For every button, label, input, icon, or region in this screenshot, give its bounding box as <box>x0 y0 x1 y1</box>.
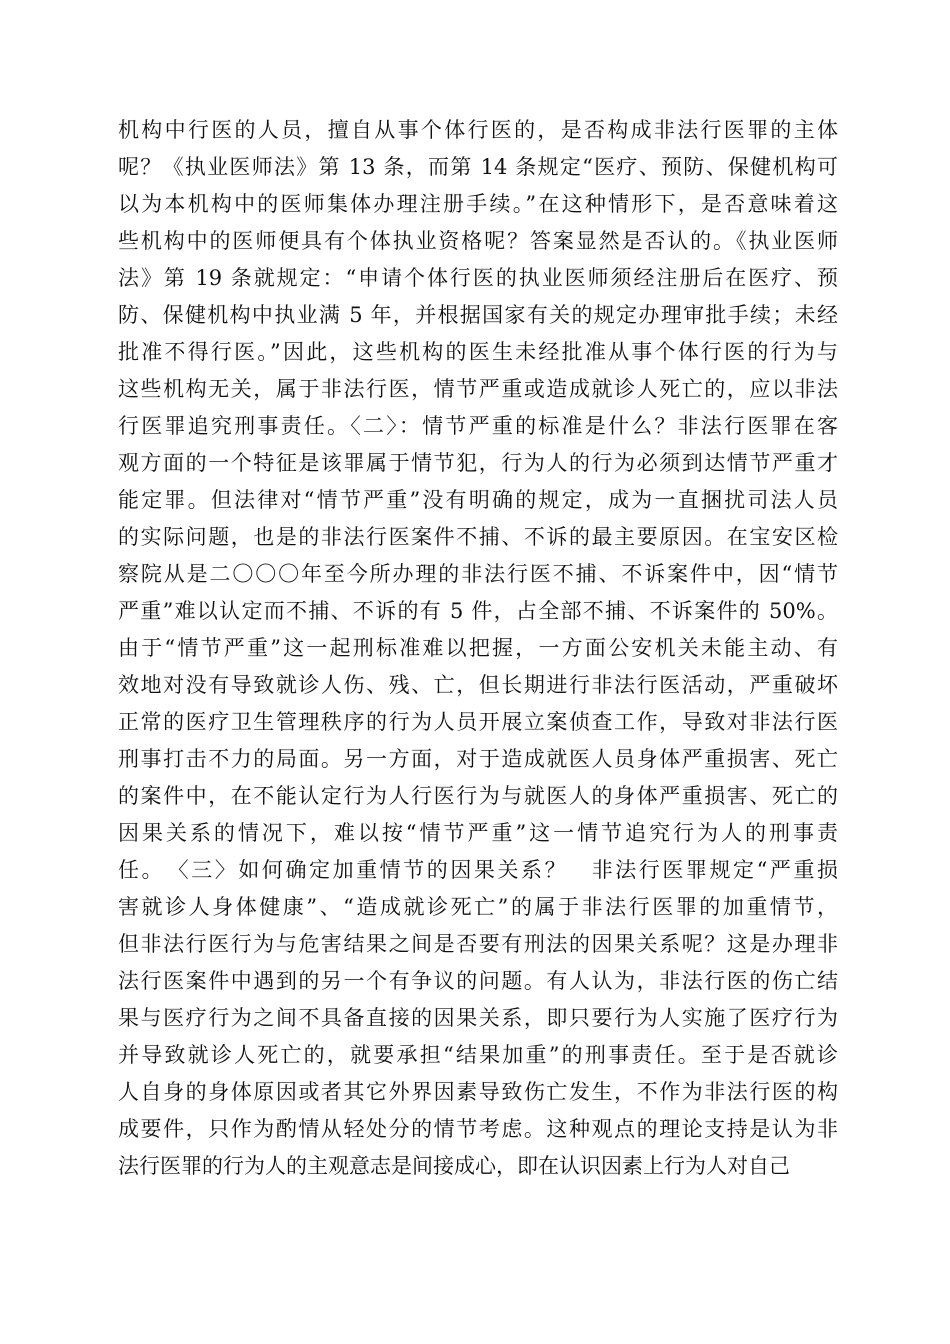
text-line: 严重”难以认定而不捕、不诉的有 5 件，占全部不捕、不诉案件的 50%。 <box>118 599 838 623</box>
text-line: 因果关系的情况下，难以按“情节严重”这一情节追究行为人的刑事责 <box>118 821 838 845</box>
text-line: 这些机构无关，属于非法行医，情节严重或造成就诊人死亡的，应以非法 <box>118 377 838 401</box>
text-line: 害就诊人身体健康”、“造成就诊死亡”的属于非法行医罪的加重情节， <box>118 895 838 919</box>
text-line: 效地对没有导致就诊人伤、残、亡，但长期进行非法行医活动，严重破坏 <box>118 673 838 697</box>
text-line: 果与医疗行为之间不具备直接的因果关系，即只要行为人实施了医疗行为 <box>118 1006 838 1030</box>
text-line: 防、保健机构中执业满 5 年，并根据国家有关的规定办理审批手续；未经 <box>118 303 838 327</box>
text-line: 法》第 19 条就规定：“申请个体行医的执业医师须经注册后在医疗、预 <box>118 266 838 290</box>
text-line: 刑事打击不力的局面。另一方面，对于造成就医人员身体严重损害、死亡 <box>118 747 838 771</box>
text-line: 以为本机构中的医师集体办理注册手续。”在这种情形下，是否意味着这 <box>118 192 838 216</box>
text-line: 正常的医疗卫生管理秩序的行为人员开展立案侦查工作，导致对非法行医 <box>118 710 838 734</box>
text-line: 批准不得行医。”因此，这些机构的医生未经批准从事个体行医的行为与 <box>118 340 838 364</box>
text-line: 察院从是二〇〇〇年至今所办理的非法行医不捕、不诉案件中，因“情节 <box>118 562 838 586</box>
text-line: 些机构中的医师便具有个体执业资格呢？答案显然是否认的。《执业医师 <box>118 229 838 253</box>
text-line: 行医罪追究刑事责任。〈二〉：情节严重的标准是什么？非法行医罪在客 <box>118 414 838 438</box>
text-line: 任。 〈三〉如何确定加重情节的因果关系？ 非法行医罪规定“严重损 <box>118 858 838 882</box>
text-line: 机构中行医的人员，擅自从事个体行医的，是否构成非法行医罪的主体 <box>118 118 838 142</box>
text-line: 成要件，只作为酌情从轻处分的情节考虑。这种观点的理论支持是认为非 <box>118 1117 838 1141</box>
text-line: 并导致就诊人死亡的，就要承担“结果加重”的刑事责任。至于是否就诊 <box>118 1043 838 1067</box>
text-line: 由于“情节严重”这一起刑标准难以把握，一方面公安机关未能主动、有 <box>118 636 838 660</box>
text-line: 人自身的身体原因或者其它外界因素导致伤亡发生，不作为非法行医的构 <box>118 1080 838 1104</box>
text-line: 法行医罪的行为人的主观意志是间接成心，即在认识因素上行为人对自己 <box>118 1154 790 1178</box>
text-line: 的案件中，在不能认定行为人行医行为与就医人的身体严重损害、死亡的 <box>118 784 838 808</box>
text-line: 能定罪。但法律对“情节严重”没有明确的规定，成为一直捆扰司法人员 <box>118 488 838 512</box>
body-text <box>118 112 838 1185</box>
text-line: 观方面的一个特征是该罪属于情节犯，行为人的行为必须到达情节严重才 <box>118 451 838 475</box>
text-line: 法行医案件中遇到的另一个有争议的问题。有人认为，非法行医的伤亡结 <box>118 969 838 993</box>
text-line: 但非法行医行为与危害结果之间是否要有刑法的因果关系呢？这是办理非 <box>118 932 838 956</box>
text-line: 的实际问题，也是的非法行医案件不捕、不诉的最主要原因。在宝安区检 <box>118 525 838 549</box>
text-line: 呢？《执业医师法》第 13 条，而第 14 条规定“医疗、预防、保健机构可 <box>118 155 838 179</box>
